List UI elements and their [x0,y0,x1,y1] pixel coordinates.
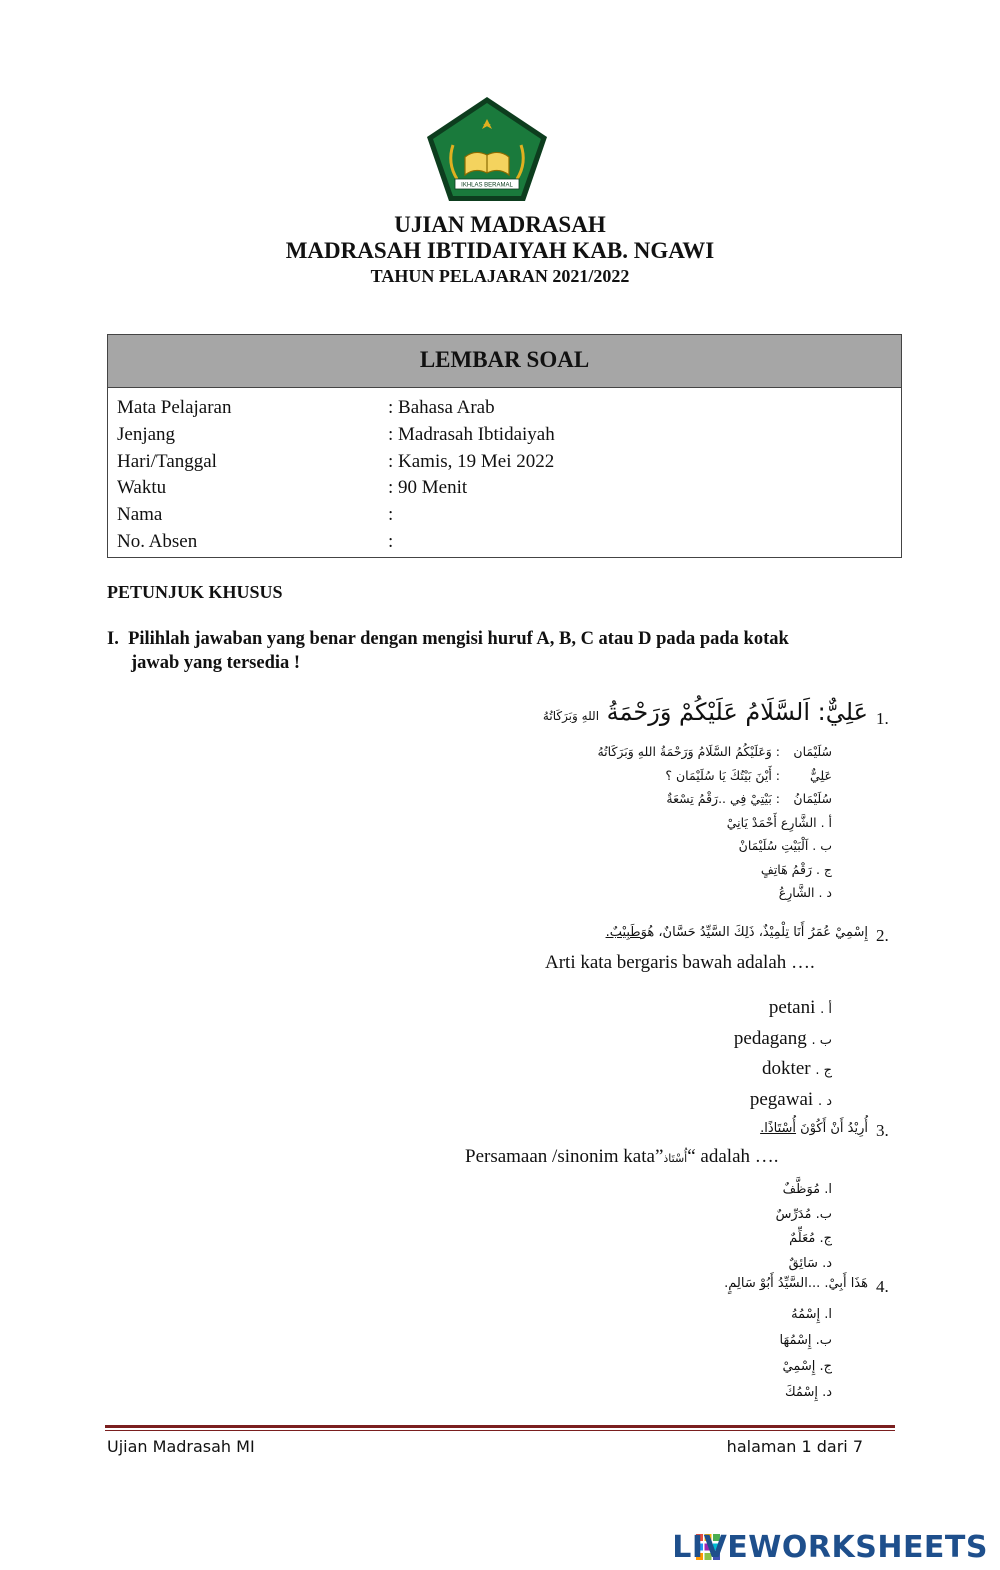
option[interactable]: ا. مُوَظَّفٌ [782,1182,832,1197]
dialog-line: سُلَيْمَان : وَعَلَيْكُمُ السَّلَامُ وَرَحْمَةُ اللهِ وَبَرَكَاتُهُ [597,744,832,759]
info-fields [117,395,555,556]
field-row [117,422,555,449]
exam-title: UJIAN MADRASAH [394,212,606,237]
field-label: Waktu [117,477,167,499]
kemenag-logo [425,95,549,203]
page-indicator: halaman 1 dari 7 [726,1437,863,1456]
sheet-title: LEMBAR SOAL [108,335,901,388]
question-number: 3. [876,1121,889,1140]
option[interactable]: ج. إِسْمِيْ [782,1359,832,1374]
footer-left: Ujian Madrasah MI [107,1437,255,1456]
option[interactable]: ا. إِسْمُهُ [791,1307,832,1322]
option[interactable]: dokter ج . [762,1058,832,1079]
q2-prompt: Arti kata bergaris bawah adalah …. [545,952,815,973]
q4-sentence: هَذَا أَبِيْ. ...السَّيِّدُ أَبُوْ سَالِمٍ. [724,1276,868,1291]
academic-year: TAHUN PELAJARAN 2021/2022 [370,266,630,286]
field-value: : Madrasah Ibtidaiyah [388,423,555,445]
dialog-line: عَلِيٌّ : أَيْنَ بَيْتُكَ يَا سُلَيْمَان ؟ [665,767,832,783]
question-number: 1. [876,709,889,728]
field-row [117,502,394,529]
option[interactable]: د . الشَّارِعُ [778,885,832,900]
q1-dialog [597,740,832,905]
underlined-word: طَبِيْبٌ. [605,925,641,940]
field-row [117,449,555,476]
q1-speaker: عَلِيٌّ: [817,698,868,726]
field-value: : Kamis, 19 Mei 2022 [388,450,555,472]
q3-sentence: أُرِيْدُ أَنْ أَكُوْنَ أُسْتَاذًا. [760,1121,868,1136]
footer-divider-thin [105,1430,895,1431]
option[interactable]: ج . رَقْمُ هَاتِفٍ [760,861,832,877]
option[interactable]: pedagang ب . [733,1028,832,1049]
field-value: : 90 Menit [388,477,468,499]
option[interactable]: ب . اَلْبَيْتِ سُلَيْمَانْ [738,838,832,853]
field-label: Hari/Tanggal [117,450,217,472]
field-value: : [388,530,394,552]
field-label: Jenjang [117,423,176,445]
q4-options [780,1302,832,1406]
option[interactable]: د. سَائِقٌ [788,1255,832,1271]
q3-options [776,1178,832,1276]
instructions-line1: I. Pilihlah jawaban yang benar dengan mengisi huruf A, B, C atau D pada pada kotak [107,629,789,649]
field-row [117,529,394,556]
option[interactable]: petani أ . [768,997,832,1018]
svg-text:IKHLAS BERAMAL: IKHLAS BERAMAL [461,182,513,189]
field-label: Mata Pelajaran [117,397,232,418]
footer-divider [105,1425,895,1428]
info-box [107,334,902,558]
option[interactable]: د. إِسْمُكَ [784,1385,832,1400]
option[interactable]: ب. مُدَرِّسٌ [775,1206,832,1222]
dialog-line: سُلَيْمَانُ : بَيْتِيْ فِي ..رَقْمُ تِسْعَةٌ [666,791,832,806]
q2-sentence: إِسْمِيْ عُمَرُ أَنَا تِلْمِيْذٌ، ذَلِكَ السَّيِّدُ حَسَّانٌ، هُوَطَبِيْبٌ. [605,925,868,940]
option[interactable]: ج. مُعَلِّمٌ [789,1231,832,1246]
underlined-word: أُسْتَاذًا. [760,1121,797,1136]
instructions-heading: PETUNJUK KHUSUS [107,582,283,602]
option[interactable]: ب. إِسْمُهَا [779,1333,832,1348]
q1-greeting-tail: اللهِ وَبَرَكَاتُهُ [542,709,600,723]
field-row [117,395,495,422]
field-label: Nama [117,504,163,526]
option[interactable]: pegawai د . [749,1089,832,1110]
question-number: 2. [876,926,889,945]
field-value: : Bahasa Arab [388,397,495,418]
q3-prompt: Persamaan /sinonim kata”أُسْتَاذ“ adalah …. [465,1146,779,1167]
brand-name[interactable]: LIVEWORKSHEETS [672,1530,988,1565]
field-row [117,475,468,502]
question-number: 4. [876,1277,889,1296]
instructions-line2: jawab yang tersedia ! [131,653,301,673]
school-name: MADRASAH IBTIDAIYAH KAB. NGAWI [285,238,715,263]
option[interactable]: أ . الشَّارِع أَحْمَدْ يَانِيْ [726,814,832,830]
field-value: : [388,504,394,526]
q1-greeting-line [543,698,868,726]
q1-greeting: اَلسَّلَامُ عَلَيْكُمْ وَرَحْمَةُ [606,698,810,726]
field-label: No. Absen [117,530,198,552]
